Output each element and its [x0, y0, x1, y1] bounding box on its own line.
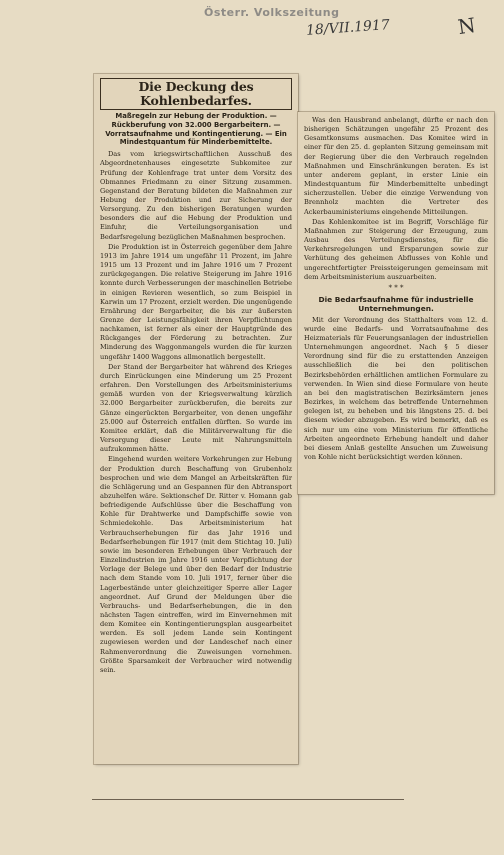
newspaper-stamp: Österr. Volkszeitung: [204, 6, 340, 19]
handwritten-date: 18/VII.1917: [305, 17, 391, 39]
footer-rule: [92, 799, 404, 800]
clipping-right-column: [298, 112, 494, 494]
right-paragraph-1: Was den Hausbrand anbelangt, dürfte er nach den bisherigen Schätzungen ungefähr 25 Prozent des Gesamtkonsums ausmachen. Das Komitee wird in einer für den 25. d. geplanten Sitzung gemeinsam mit der Regierung über die den Verbrauch regelnden Maßnahmen und Einschränkungen beraten. Es ist unter anderem geplant, in erster Linie ein Mindestquantum für Minderbemittelte unbedingt sicherzustellen. Ueber die einzige Verwendung von Brennholz machten die Vertreter des Ackerbauministeriums eingehende Mitteilungen.: [304, 116, 488, 216]
right-paragraph-2: Das Kohlenkomitee ist im Begriff, Vorschläge für Maßnahmen zur Steigerung der Erzeugung, zum Ausbau des Verteilungsdienstes, für die Verkehrsregelungen und Ersparungen sowie zur Verhütung des geheimen Abflusses von Kohle und ungerechtfertigter Preissteigerungen gemeinsam mit dem Arbeitsministerium auszuarbeiten.: [304, 217, 488, 281]
section-divider: * * *: [388, 283, 404, 292]
article-subtitle: Maßregeln zur Hebung der Produktion. — Rückberufung von 32.000 Bergarbeitern. — Vorratsaufnahme und Kontingentierung. — Ein Mindestquantum für Minderbemittelte.: [105, 112, 287, 147]
left-paragraph-4: Eingehend wurden weitere Vorkehrungen zur Hebung der Produktion durch Beschaffung von Grubenholz besprochen und wie dem Mangel an Arbeitskräften für die Schlägerung und an Gespannen für den Abtransport abzuhelfen wäre. Sektionschef Dr. Ritter v. Homann gab befriedigende Aufschlüsse über die Beschaffung von Kohle für Drahtwerke und Dampfschiffe sowie von Schmiedekohle. Das Arbeitsministerium hat Verbrauchserhebungen für das Jahr 1916 und Bedarfserhebungen für 1917 (mit dem Stichtag 10. Juli) sowie im besonderen Erhebungen über Verbrauch der Einzelindustrien im Jahre 1916 unter Verpflichtung der Vorlage der Belege und über den Bedarf der Industrie nach dem Stande vom 10. Juli 1917, ferner über die Lagerbestände unter gleichzeitiger Sperre aller Lager angeordnet. Auf Grund der Meldungen über die Verbrauchs- und Bedarfserhebungen, die in den nächsten Tagen eintreffen, wird im Einvernehmen mit dem Komitee ein Kontingentierungsplan ausgearbeitet werden. Es soll jedem Lande sein Kontingent zugewiesen werden und der Landeschef nach einer Rahmenverordnung die Zuweisungen vornehmen. Größte Sparsamkeit der Verbraucher wird notwendig sein.: [100, 455, 292, 674]
article-title: Die Deckung des Kohlenbedarfes.: [100, 78, 292, 110]
left-paragraph-3: Der Stand der Bergarbeiter hat während des Krieges durch Einrückungen eine Minderung um 25 Prozent erfahren. Den Vorstellungen des Arbeitsministeriums gemäß wurden von der Kriegsverwaltung kürzlich 32.000 Bergarbeiter zurückberufen, die bereits zur Gänze eingerückten Bergarbeiter, von denen ungefähr 25.000 auf Österreich entfallen dürften. So wurde im Komitee erklärt, daß die Militärverwaltung für die Versorgung dieser Leute mit Nahrungsmitteln aufzukommen hätte.: [100, 362, 292, 454]
section2-title: Die Bedarfsaufnahme für industrielle Unternehmungen.: [318, 294, 474, 314]
handwritten-mark: N: [456, 12, 478, 40]
section2-paragraph-1: Mit der Verordnung des Statthalters vom 12. d. wurde eine Bedarfs- und Vorratsaufnahme des Heizmaterials für Feuerungsanlagen der industriellen Unternehmungen angeordnet. Nach § 5 dieser Verordnung sind für die zu erstattenden Anzeigen ausschließlich die bei den politischen Bezirksbehörden erhältlichen amtlichen Formulare zu verwenden. In Wien sind diese Formulare von heute an bei den magistratischen Bezirksämtern jenes Bezirkes, in welchem das betreffende Unternehmen gelegen ist, zu beheben und bis längstens 25. d. bei diesem wieder abzugeben. Es wird bemerkt, daß es sich nur um eine vom Ministerium für öffentliche Arbeiten angeordnete Erhebung handelt und daher bei diesem Anlaß gestellte Ansuchen um Zuweisung von Kohle nicht berücksichtigt werden können.: [304, 315, 488, 461]
left-paragraph-1: Das vom kriegswirtschaftlichen Ausschuß des Abgeordnetenhauses eingesetzte Subkomitee zur Prüfung der Kohlenfrage trat unter dem Vorsitz des Obmannes Friedmann zu einer Sitzung zusammen. Gegenstand der Beratung bildeten die Maßnahmen zur Hebung der Produktion und zur Sicherung der Versorgung. Zu den bisherigen Beratungen wurden besonders die auf die Hebung der Produktion und Einfuhr, die Verteilungsorganisation und Bedarfsregelung bezüglichen Maßnahmen besprochen.: [100, 150, 292, 241]
clipping-left-column: [94, 74, 298, 764]
left-paragraph-2: Die Produktion ist in Österreich gegenüber dem Jahre 1913 im Jahre 1914 um ungefähr 11 Prozent, im Jahre 1915 um 13 Prozent und im Jahre 1916 um 7 Prozent zurückgegangen. Die relative Steigerung im Jahre 1916 konnte durch Verbesserungen der maschinellen Betriebe in einigen Revieren wesentlich, so zum Beispiel in Karwin um 17 Prozent, erzielt werden. Die ungenügende Ernährung der Bergarbeiter, die bis zur äußersten Grenze der Leistungsfähigkeit ihren Verpflichtungen nachkamen, ist ferner als einer der Hauptgründe des Rückganges der Förderung zu betrachten. Zur Minderung des Waggonmangels wurden die für kurzen ungefähr 1400 Waggons allmonatlich bergestellt.: [100, 242, 292, 361]
